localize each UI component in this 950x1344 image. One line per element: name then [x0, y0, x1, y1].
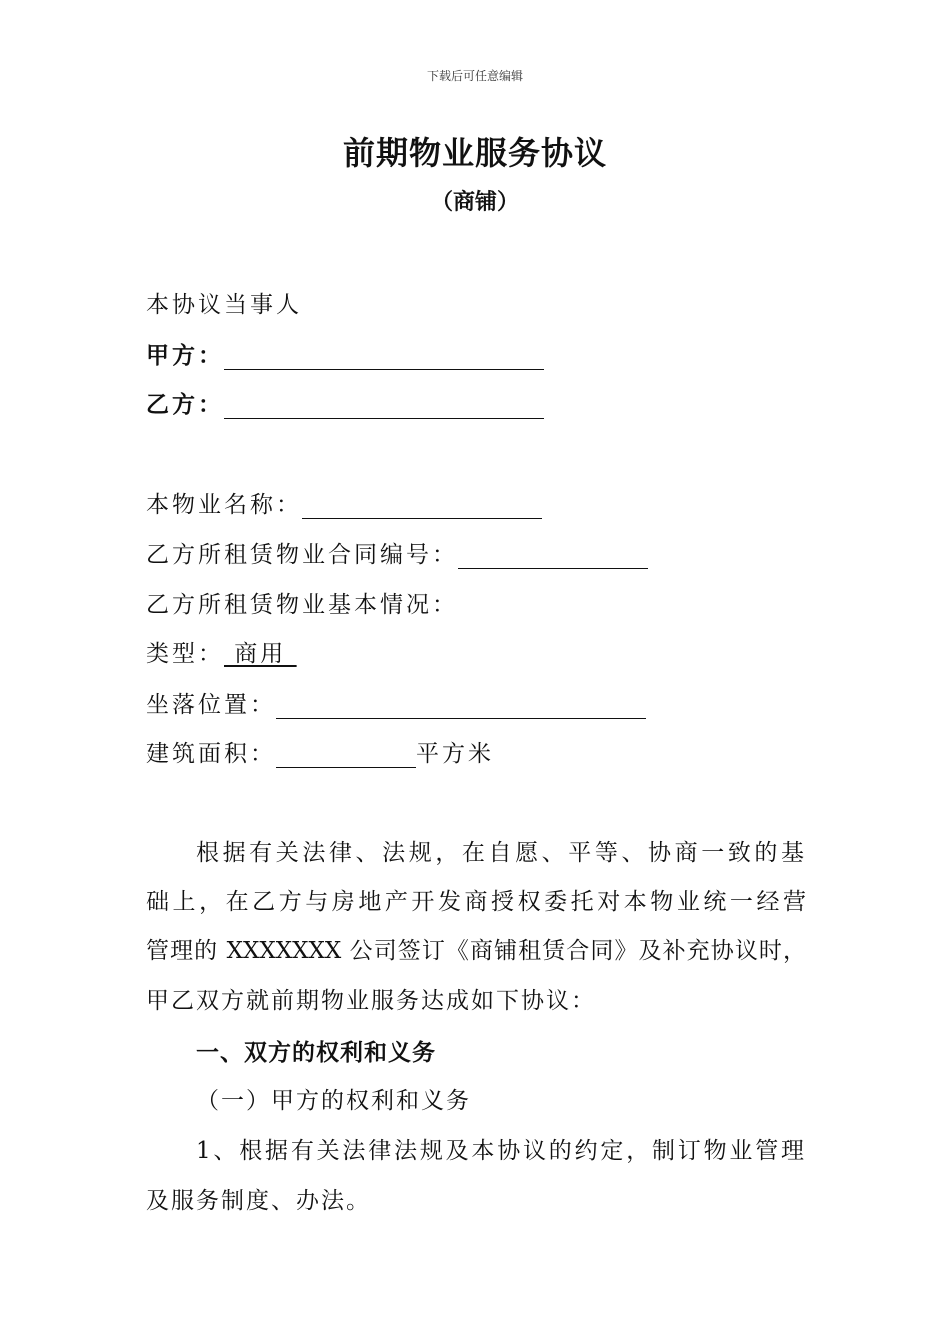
property-name-row: [146, 486, 542, 519]
paragraph-1-line-4: 甲乙双方就前期物业服务达成如下协议：: [146, 988, 596, 1014]
property-name-blank: [302, 494, 542, 519]
paragraph-1-line-1: 根据有关法律、法规，在自愿、平等、协商一致的基: [196, 840, 804, 866]
party-b-row: [146, 386, 544, 419]
location-blank: [276, 694, 646, 719]
party-b-blank: [224, 394, 544, 419]
property-type-label: 类型：: [146, 641, 224, 667]
party-b-label: 乙方：: [146, 391, 224, 418]
document-subtitle: （商铺）: [430, 189, 519, 215]
paragraph-1-line-2: 础上，在乙方与房地产开发商授权委托对本物业统一经营: [146, 889, 806, 915]
item-1-line-1: 1、根据有关法律法规及本协议的约定，制订物业管理: [196, 1138, 804, 1164]
location-label: 坐落位置：: [146, 692, 276, 718]
parties-intro: 本协议当事人: [146, 292, 302, 318]
property-name-label: 本物业名称：: [146, 492, 302, 518]
document-title: 前期物业服务协议: [342, 134, 607, 172]
party-a-label: 甲方：: [146, 342, 224, 369]
contract-number-blank: [458, 544, 648, 569]
contract-number-label: 乙方所租赁物业合同编号：: [146, 542, 458, 568]
area-unit: 平方米: [416, 741, 494, 767]
area-label: 建筑面积：: [146, 741, 276, 767]
item-1-line-2: 及服务制度、办法。: [146, 1188, 371, 1214]
basic-info-label: 乙方所租赁物业基本情况：: [146, 592, 458, 618]
subsection-1-heading: （一）甲方的权利和义务: [196, 1088, 471, 1114]
property-type-row: [146, 635, 297, 668]
section-1-heading: 一、双方的权利和义务: [196, 1039, 436, 1066]
party-a-row: [146, 337, 544, 370]
contract-number-row: [146, 536, 648, 569]
party-a-blank: [224, 345, 544, 370]
location-row: [146, 686, 646, 719]
property-type-value: 商用: [224, 641, 297, 667]
paragraph-1-line-3: 管理的 XXXXXXX 公司签订《商铺租赁合同》及补充协议时，: [146, 938, 806, 964]
page-header-note: 下载后可任意编辑: [426, 69, 523, 83]
area-blank: [276, 743, 416, 768]
area-row: [146, 735, 494, 768]
